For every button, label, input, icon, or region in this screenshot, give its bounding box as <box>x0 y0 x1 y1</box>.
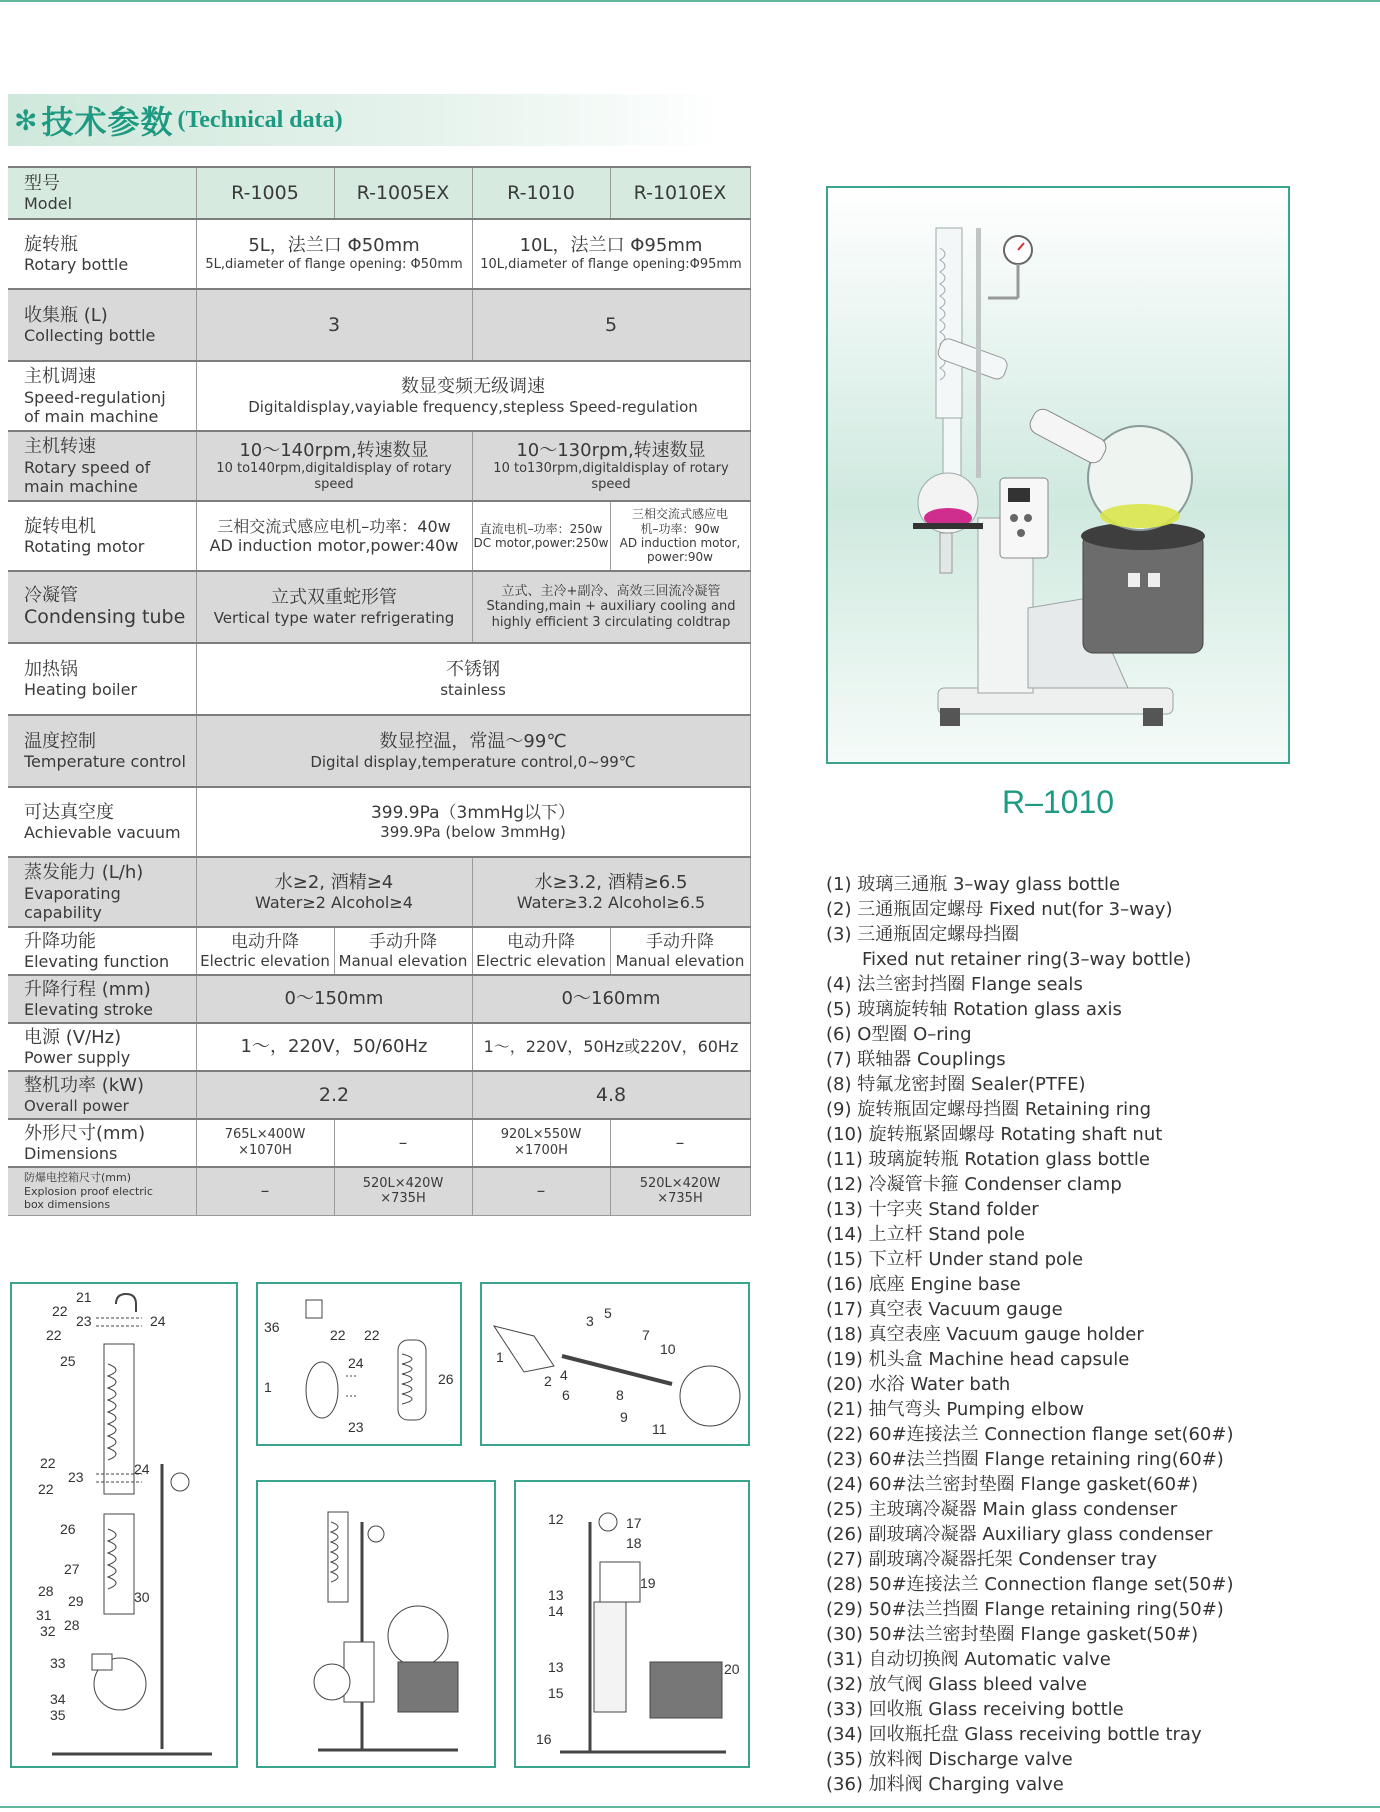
callout-label: 13 <box>548 1659 564 1675</box>
callout-label: 13 <box>548 1587 564 1603</box>
list-item: (9) 旋转瓶固定螺母挡圈 Retaining ring <box>826 1099 1152 1120</box>
callout-label: 23 <box>76 1313 92 1329</box>
callout-label: 9 <box>620 1409 628 1425</box>
callout-label: 14 <box>548 1603 564 1619</box>
table-row-elevating: 升降功能 Elevating function 电动升降 Electric elevation 手动升降 Manual elevation 电动升降 Electric elevation 手动升降 Manual elevation <box>8 927 750 975</box>
table-row-dimensions: 外形尺寸(mm) Dimensions 765L×400W ×1070H – 920L×550W ×1700H – <box>8 1119 750 1167</box>
list-item: (33) 回收瓶 Glass receiving bottle <box>826 1699 1124 1720</box>
list-item: (23) 60#法兰挡圈 Flange retaining ring(60#) <box>826 1449 1224 1470</box>
list-item: (28) 50#连接法兰 Connection flange set(50#) <box>826 1574 1234 1595</box>
callout-label: 10 <box>660 1341 676 1357</box>
diagram-rotation-axis <box>480 1282 750 1446</box>
list-item: (12) 冷凝管卡箍 Condenser clamp <box>826 1174 1122 1195</box>
list-item: (4) 法兰密封挡圈 Flange seals <box>826 974 1083 995</box>
list-item: (34) 回收瓶托盘 Glass receiving bottle tray <box>826 1724 1202 1745</box>
model-col: R-1005 <box>196 167 334 219</box>
callout-label: 27 <box>64 1561 80 1577</box>
table-row-speed-regulation: 主机调速 Speed-regulationj of main machine 数显变频无级调速 Digitaldisplay,vayiable frequency,stepless Speed-regulation <box>8 361 750 431</box>
list-item: Fixed nut retainer ring(3–way bottle) <box>862 949 1192 970</box>
top-rule <box>0 0 1380 2</box>
list-item: (31) 自动切换阀 Automatic valve <box>826 1649 1111 1670</box>
parts-list <box>826 872 1366 1797</box>
list-item: (13) 十字夹 Stand folder <box>826 1199 1039 1220</box>
callout-label: 22 <box>330 1327 346 1343</box>
table-row-rotating-motor: 旋转电机 Rotating motor 三相交流式感应电机–功率：40w AD induction motor,power:40w 直流电机–功率：250w DC motor,power:250w 三相交流式感应电 机–功率：90w AD induction motor, power:90w <box>8 501 750 571</box>
table-row-explosion-box: 防爆电控箱尺寸(mm) Explosion proof electric box dimensions – 520L×420W ×735H – 520L×420W ×735H <box>8 1167 750 1215</box>
bottom-rule <box>0 1806 1380 1808</box>
list-item: (35) 放料阀 Discharge valve <box>826 1749 1073 1770</box>
callout-label: 5 <box>604 1305 612 1321</box>
callout-label: 15 <box>548 1685 564 1701</box>
callout-label: 16 <box>536 1731 552 1747</box>
table-row-overall-power: 整机功率 (kW) Overall power 2.2 4.8 <box>8 1071 750 1119</box>
callout-label: 19 <box>640 1575 656 1591</box>
table-row-condensing-tube: 冷凝管 Condensing tube 立式双重蛇形管 Vertical type water refrigerating 立式、主冷+副冷、高效三回流冷凝管 Standing,main + auxiliary cooling and highly efficient 3 circulating coldtrap <box>8 571 750 643</box>
list-item: (24) 60#法兰密封垫圈 Flange gasket(60#) <box>826 1474 1199 1495</box>
product-model-name: R–1010 <box>1001 784 1115 820</box>
callout-label: 8 <box>616 1387 624 1403</box>
list-item: (19) 机头盒 Machine head capsule <box>826 1349 1130 1370</box>
callout-label: 2 <box>544 1373 552 1389</box>
list-item: (5) 玻璃旋转轴 Rotation glass axis <box>826 999 1122 1020</box>
list-item: (16) 底座 Engine base <box>826 1274 1021 1295</box>
rotary-evaporator-illustration <box>828 188 1288 762</box>
callout-label: 22 <box>364 1327 380 1343</box>
technical-data-table <box>8 166 751 1216</box>
callout-label: 23 <box>348 1419 364 1435</box>
callout-label: 26 <box>60 1521 76 1537</box>
list-item: (18) 真空表座 Vacuum gauge holder <box>826 1324 1144 1345</box>
callout-label: 24 <box>134 1461 150 1477</box>
list-item: (30) 50#法兰密封垫圈 Flange gasket(50#) <box>826 1624 1199 1645</box>
list-item: (2) 三通瓶固定螺母 Fixed nut(for 3–way) <box>826 899 1173 920</box>
table-row-collecting-bottle: 收集瓶 (L) Collecting bottle 3 5 <box>8 289 750 361</box>
callout-label: 26 <box>438 1371 454 1387</box>
callout-label: 22 <box>40 1455 56 1471</box>
list-item: (10) 旋转瓶紧固螺母 Rotating shaft nut <box>826 1124 1163 1145</box>
callout-label: 21 <box>76 1289 92 1305</box>
model-col: R-1010EX <box>610 167 750 219</box>
table-row-temperature-control: 温度控制 Temperature control 数显控温，常温～99℃ Digital display,temperature control,0~99℃ <box>8 715 750 787</box>
table-row-rotary-speed: 主机转速 Rotary speed of main machine 10～140rpm,转速数显 10 to140rpm,digitaldisplay of rotary speed 10～130rpm,转速数显 10 to130rpm,digitaldisplay of rotary speed <box>8 431 750 501</box>
list-item: (1) 玻璃三通瓶 3–way glass bottle <box>826 874 1121 895</box>
table-row-rotary-bottle: 旋转瓶 Rotary bottle 5L，法兰口 Φ50mm 5L,diameter of flange opening: Φ50mm 10L，法兰口 Φ95mm 10L,diameter of flange opening:Φ95mm <box>8 219 750 289</box>
callout-label: 28 <box>38 1583 54 1599</box>
callout-label: 1 <box>264 1379 272 1395</box>
callout-label: 17 <box>626 1515 642 1531</box>
callout-label: 31 <box>36 1607 52 1623</box>
table-row-evaporating: 蒸发能力 (L/h) Evaporating capability 水≥2, 酒精≥4 Water≥2 Alcohol≥4 水≥3.2, 酒精≥6.5 Water≥3.2 Alcohol≥6.5 <box>8 857 750 927</box>
list-item: (7) 联轴器 Couplings <box>826 1049 1006 1070</box>
callout-label: 4 <box>560 1367 568 1383</box>
list-item: (15) 下立杆 Under stand pole <box>826 1249 1084 1270</box>
list-item: (26) 副玻璃冷凝器 Auxiliary glass condenser <box>826 1524 1213 1545</box>
list-item: (32) 放气阀 Glass bleed valve <box>826 1674 1087 1695</box>
callout-label: 22 <box>46 1327 62 1343</box>
diagram-full-assembly <box>256 1480 496 1768</box>
product-photo <box>826 186 1290 764</box>
callout-label: 20 <box>724 1661 740 1677</box>
table-row-heating-boiler: 加热锅 Heating boiler 不锈钢 stainless <box>8 643 750 715</box>
callout-label: 12 <box>548 1511 564 1527</box>
star-icon: ✻ <box>14 103 38 137</box>
model-col: R-1005EX <box>334 167 472 219</box>
section-title-en: (Technical data) <box>177 106 343 133</box>
table-row-stroke: 升降行程 (mm) Elevating stroke 0～150mm 0～160mm <box>8 975 750 1023</box>
callout-label: 24 <box>348 1355 364 1371</box>
callout-label: 34 <box>50 1691 66 1707</box>
callout-label: 3 <box>586 1313 594 1329</box>
list-item: (11) 玻璃旋转瓶 Rotation glass bottle <box>826 1149 1150 1170</box>
callout-label: 36 <box>264 1319 280 1335</box>
list-item: (3) 三通瓶固定螺母挡圈 <box>826 924 1020 945</box>
callout-label: 11 <box>652 1421 667 1437</box>
callout-label: 32 <box>40 1623 56 1639</box>
callout-label: 6 <box>562 1387 570 1403</box>
callout-label: 24 <box>150 1313 166 1329</box>
callout-label: 25 <box>60 1353 76 1369</box>
list-item: (29) 50#法兰挡圈 Flange retaining ring(50#) <box>826 1599 1224 1620</box>
diagram-condenser-assembly <box>10 1282 238 1768</box>
diagram-stand-head <box>514 1480 750 1768</box>
callout-label: 33 <box>50 1655 66 1671</box>
diagram-auxiliary-condenser <box>256 1282 462 1446</box>
table-row-model: 型号 Model R-1005 R-1005EX R-1010 R-1010EX <box>8 167 750 219</box>
list-item: (27) 副玻璃冷凝器托架 Condenser tray <box>826 1549 1158 1570</box>
list-item: (25) 主玻璃冷凝器 Main glass condenser <box>826 1499 1178 1520</box>
callout-label: 35 <box>50 1707 66 1723</box>
list-item: (14) 上立杆 Stand pole <box>826 1224 1025 1245</box>
list-item: (8) 特氟龙密封圈 Sealer(PTFE) <box>826 1074 1086 1095</box>
callout-label: 22 <box>38 1481 54 1497</box>
callout-label: 30 <box>134 1589 150 1605</box>
list-item: (6) O型圈 O–ring <box>826 1024 972 1045</box>
table-row-vacuum: 可达真空度 Achievable vacuum 399.9Pa（3mmHg以下） 399.9Pa (below 3mmHg) <box>8 787 750 857</box>
table-row-power-supply: 电源 (V/Hz) Power supply 1～，220V，50/60Hz 1～，220V，50Hz或220V，60Hz <box>8 1023 750 1071</box>
callout-label: 22 <box>52 1303 68 1319</box>
list-item: (17) 真空表 Vacuum gauge <box>826 1299 1063 1320</box>
model-col: R-1010 <box>472 167 610 219</box>
callout-label: 1 <box>496 1349 504 1365</box>
section-title-zh: 技术参数 <box>41 103 174 141</box>
callout-label: 29 <box>68 1593 84 1609</box>
list-item: (36) 加料阀 Charging valve <box>826 1774 1064 1795</box>
callout-label: 18 <box>626 1535 642 1551</box>
callout-label: 23 <box>68 1469 84 1485</box>
section-header <box>8 94 724 146</box>
callout-label: 28 <box>64 1617 80 1633</box>
callout-label: 7 <box>642 1327 650 1343</box>
list-item: (20) 水浴 Water bath <box>826 1374 1011 1395</box>
list-item: (22) 60#连接法兰 Connection flange set(60#) <box>826 1424 1234 1445</box>
list-item: (21) 抽气弯头 Pumping elbow <box>826 1399 1085 1420</box>
